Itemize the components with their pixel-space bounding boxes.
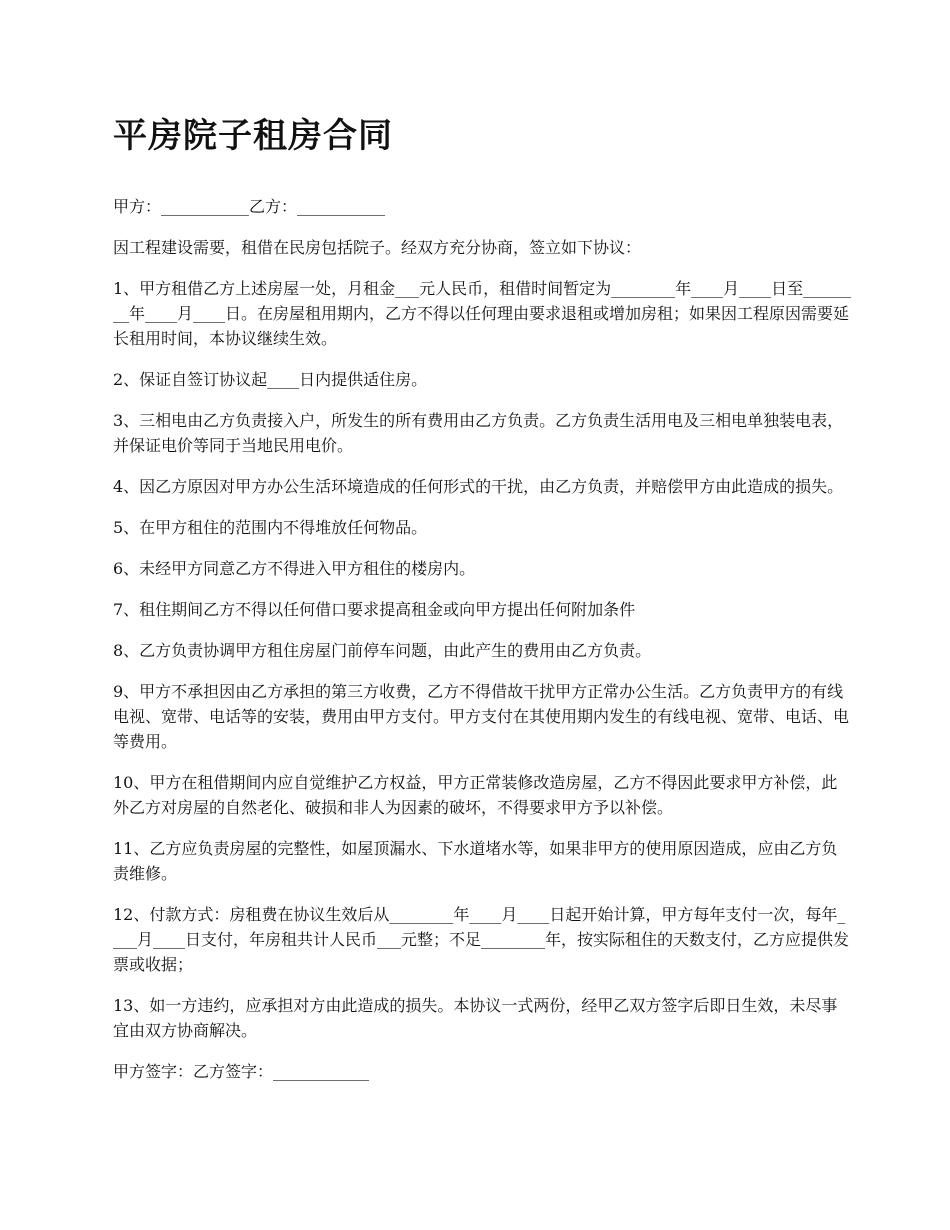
clause-2: 2、保证自签订协议起____日内提供适住房。 (113, 370, 428, 389)
parties-line: 甲方：___________乙方：___________ (113, 197, 386, 216)
clause-13: 13、如一方违约，应承担对方由此造成的损失。本协议一式两份，经甲乙双方签字后即日生效，未尽事宜由双方协商解决。 (113, 996, 838, 1040)
clause-6: 6、未经甲方同意乙方不得进入甲方租住的楼房内。 (113, 559, 476, 578)
page-title: 平房院子租房合同 (113, 116, 393, 156)
clause-4: 4、因乙方原因对甲方办公生活环境造成的任何形式的干扰，由乙方负责，并赔偿甲方由此造成的损失。 (113, 477, 844, 496)
clause-7: 7、租住期间乙方不得以任何借口要求提高租金或向甲方提出任何附加条件 (113, 600, 636, 619)
clause-11: 11、乙方应负责房屋的完整性，如屋顶漏水、下水道堵水等，如果非甲方的使用原因造成，应由乙方负责维修。 (113, 839, 838, 883)
clause-10: 10、甲方在租借期间内应自觉维护乙方权益，甲方正常装修改造房屋，乙方不得因此要求甲方补偿，此外乙方对房屋的自然老化、破损和非人为因素的破坏，不得要求甲方予以补偿。 (113, 773, 838, 817)
clause-1: 1、甲方租借乙方上述房屋一处，月租金___元人民币，租借时间暂定为________年____月____日至________年____月____日。在房屋租用期内，乙方不得以任何理由要求退租或增加房租；如果因工程原因需要延长租用时间，本协议继续生效。 (113, 279, 852, 348)
document-page (113, 110, 853, 1100)
clause-12: 12、付款方式：房租费在协议生效后从________年____月____日起开始计算，甲方每年支付一次，每年____月____日支付，年房租共计人民币___元整；不足________年，按实际租住的天数支付，乙方应提供发票或收据； (113, 905, 850, 974)
clause-3: 3、三相电由乙方负责接入户，所发生的所有费用由乙方负责。乙方负责生活用电及三相电单独装电表，并保证电价等同于当地民用电价。 (113, 411, 844, 455)
clause-5: 5、在甲方租住的范围内不得堆放任何物品。 (113, 518, 428, 537)
intro-paragraph: 因工程建设需要，租借在民房包括院子。经双方充分协商，签立如下协议： (113, 238, 642, 257)
clause-8: 8、乙方负责协调甲方租住房屋门前停车问题，由此产生的费用由乙方负责。 (113, 641, 652, 660)
clause-9: 9、甲方不承担因由乙方承担的第三方收费，乙方不得借故干扰甲方正常办公生活。乙方负责甲方的有线电视、宽带、电话等的安装，费用由甲方支付。甲方支付在其使用期内发生的有线电视、宽带、电话、电等费用。 (113, 682, 850, 751)
signature-line: 甲方签字：乙方签字：____________ (113, 1062, 370, 1081)
